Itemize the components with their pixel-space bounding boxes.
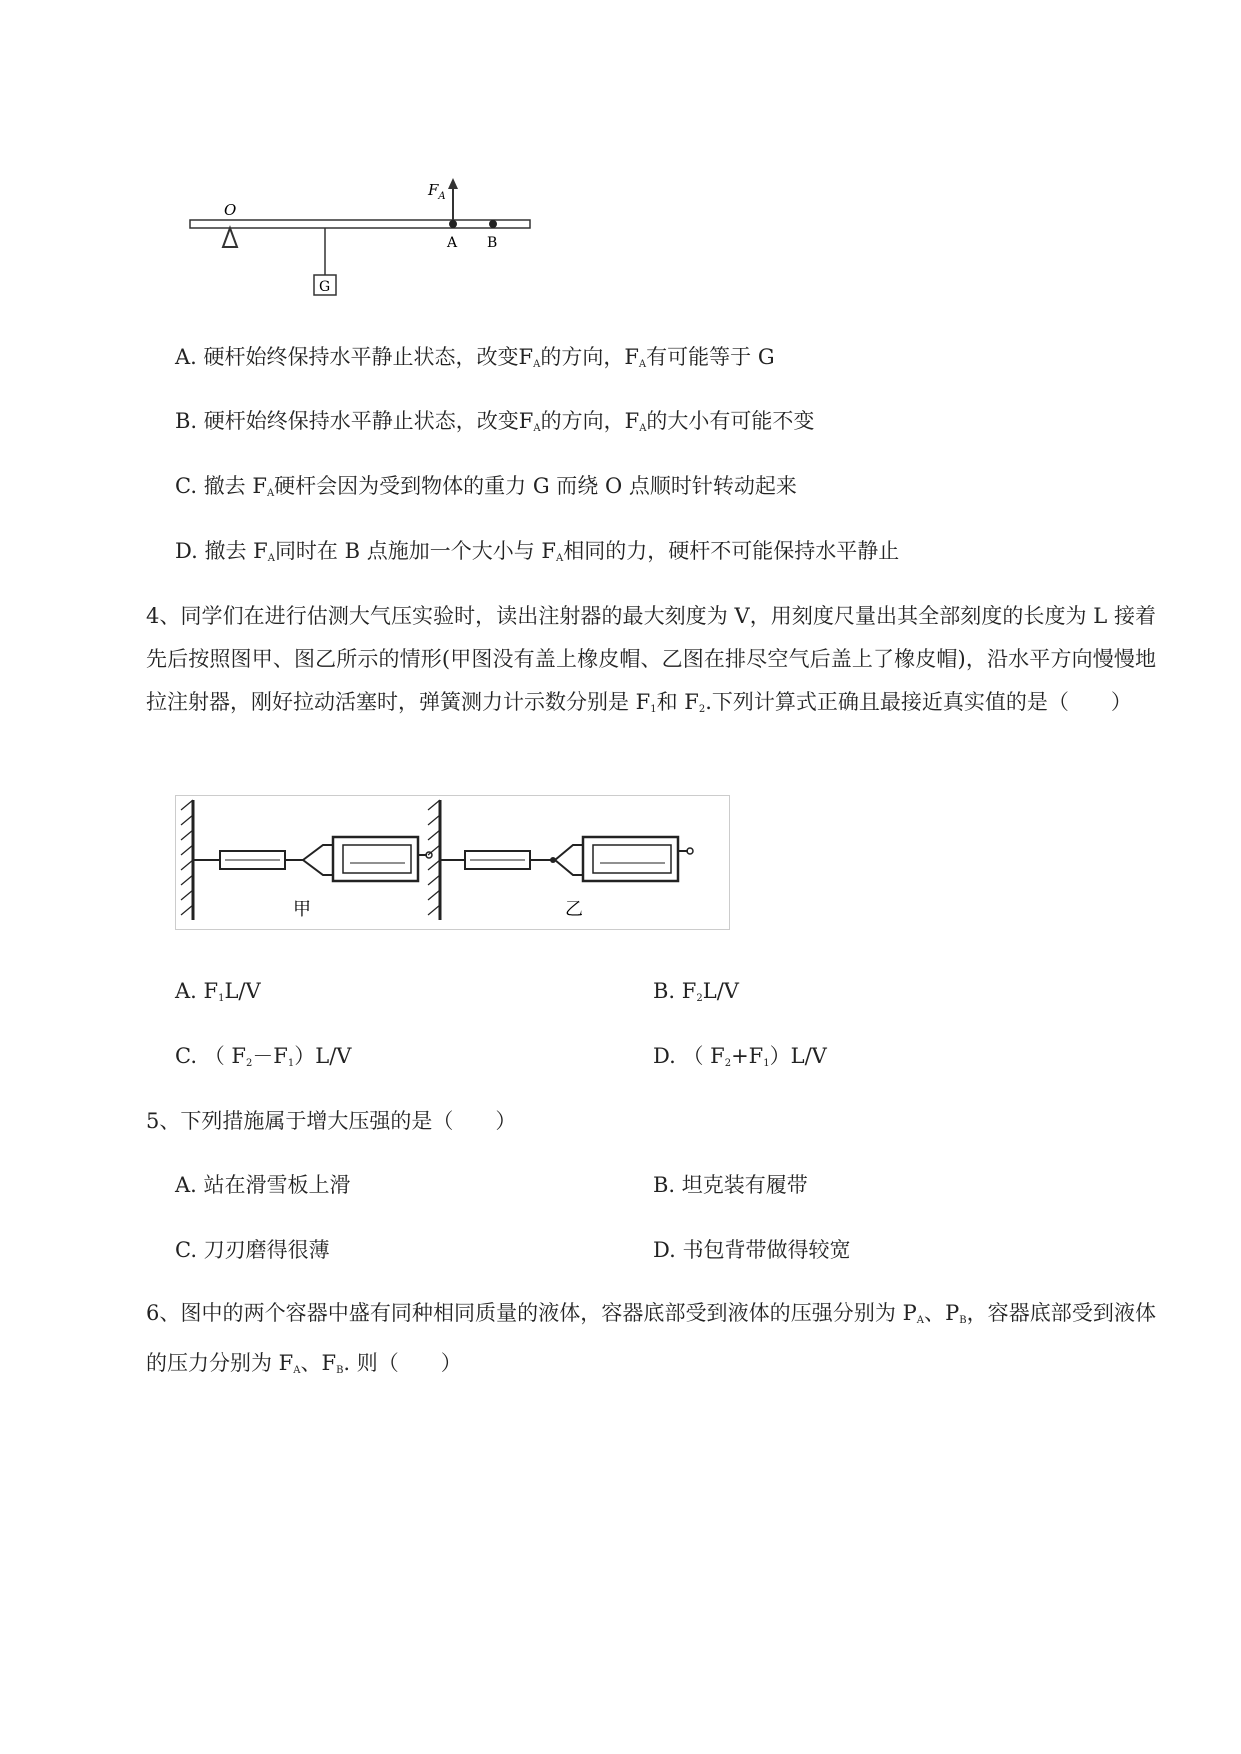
lever-rod [190, 220, 530, 228]
q4-stem: 4、同学们在进行估测大气压实验时，读出注射器的最大刻度为 V，用刻度尺量出其全部刻度的长度为 L 接着先后按照图甲、图乙所示的情形(甲图没有盖上橡皮帽、乙图在排尽空气后盖上了橡皮帽)，沿水平方向慢慢地拉注射器，刚好拉动活塞时，弹簧测力计示数分别是 $F_1$和 $F_2$.下列计算式正确且最接近真实值的是（ ） [146, 604, 1156, 715]
q4-option-d: D. （ $F_2+F_1)L/V$ [653, 1044, 827, 1069]
q4-option-c: C. （ $F_2-F_1)L/V$ [175, 1044, 352, 1069]
q5-option-b: B. 坦克装有履带 [653, 1173, 808, 1197]
syringe-diagram [175, 795, 730, 935]
q6-stem: 6、图中的两个容器中盛有同种相同质量的液体，容器底部受到液体的压强分别为 $P_A$、$P_B$，容器底部受到液体的压力分别为 $F_A$、$F_B$. 则（ ） [146, 1301, 1156, 1376]
q5-option-d: D. 书包背带做得较宽 [653, 1238, 851, 1262]
q5-option-c: C. 刀刃磨得很薄 [175, 1238, 330, 1262]
label-g: G [319, 279, 331, 295]
lever-diagram [180, 165, 540, 305]
force-arrowhead [448, 178, 458, 189]
q3-option-b: B. 硬杆始终保持水平静止状态，改变$F_A$的方向，$F_A$的大小有可能不变 [175, 409, 815, 434]
label-o: O [224, 201, 237, 219]
label-fa: $F_A$ [428, 181, 446, 202]
pivot-triangle [223, 228, 237, 247]
label-a: A [447, 235, 458, 251]
label-yi: 乙 [565, 899, 583, 920]
q5-option-a: A. 站在滑雪板上滑 [175, 1173, 351, 1197]
point-b [489, 220, 497, 228]
label-jia: 甲 [293, 899, 311, 920]
q3-option-d: D. 撤去 $F_A$同时在 B 点施加一个大小与 $F_A$相同的力，硬杆不可能保持水平静止 [175, 539, 900, 564]
q4-option-a: A. $F_1L/V$ [175, 979, 261, 1004]
q4-option-b: B. $F_2L/V$ [653, 979, 739, 1004]
q5-stem: 5、下列措施属于增大压强的是（ ） [146, 1109, 517, 1133]
q3-option-a: A. 硬杆始终保持水平静止状态，改变$F_A$的方向，$F_A$有可能等于 G [175, 345, 775, 370]
point-a [449, 220, 457, 228]
label-b: B [487, 235, 498, 251]
q3-option-c: C. 撤去 $F_A$硬杆会因为受到物体的重力 G 而绕 O 点顺时针转动起来 [175, 474, 797, 499]
